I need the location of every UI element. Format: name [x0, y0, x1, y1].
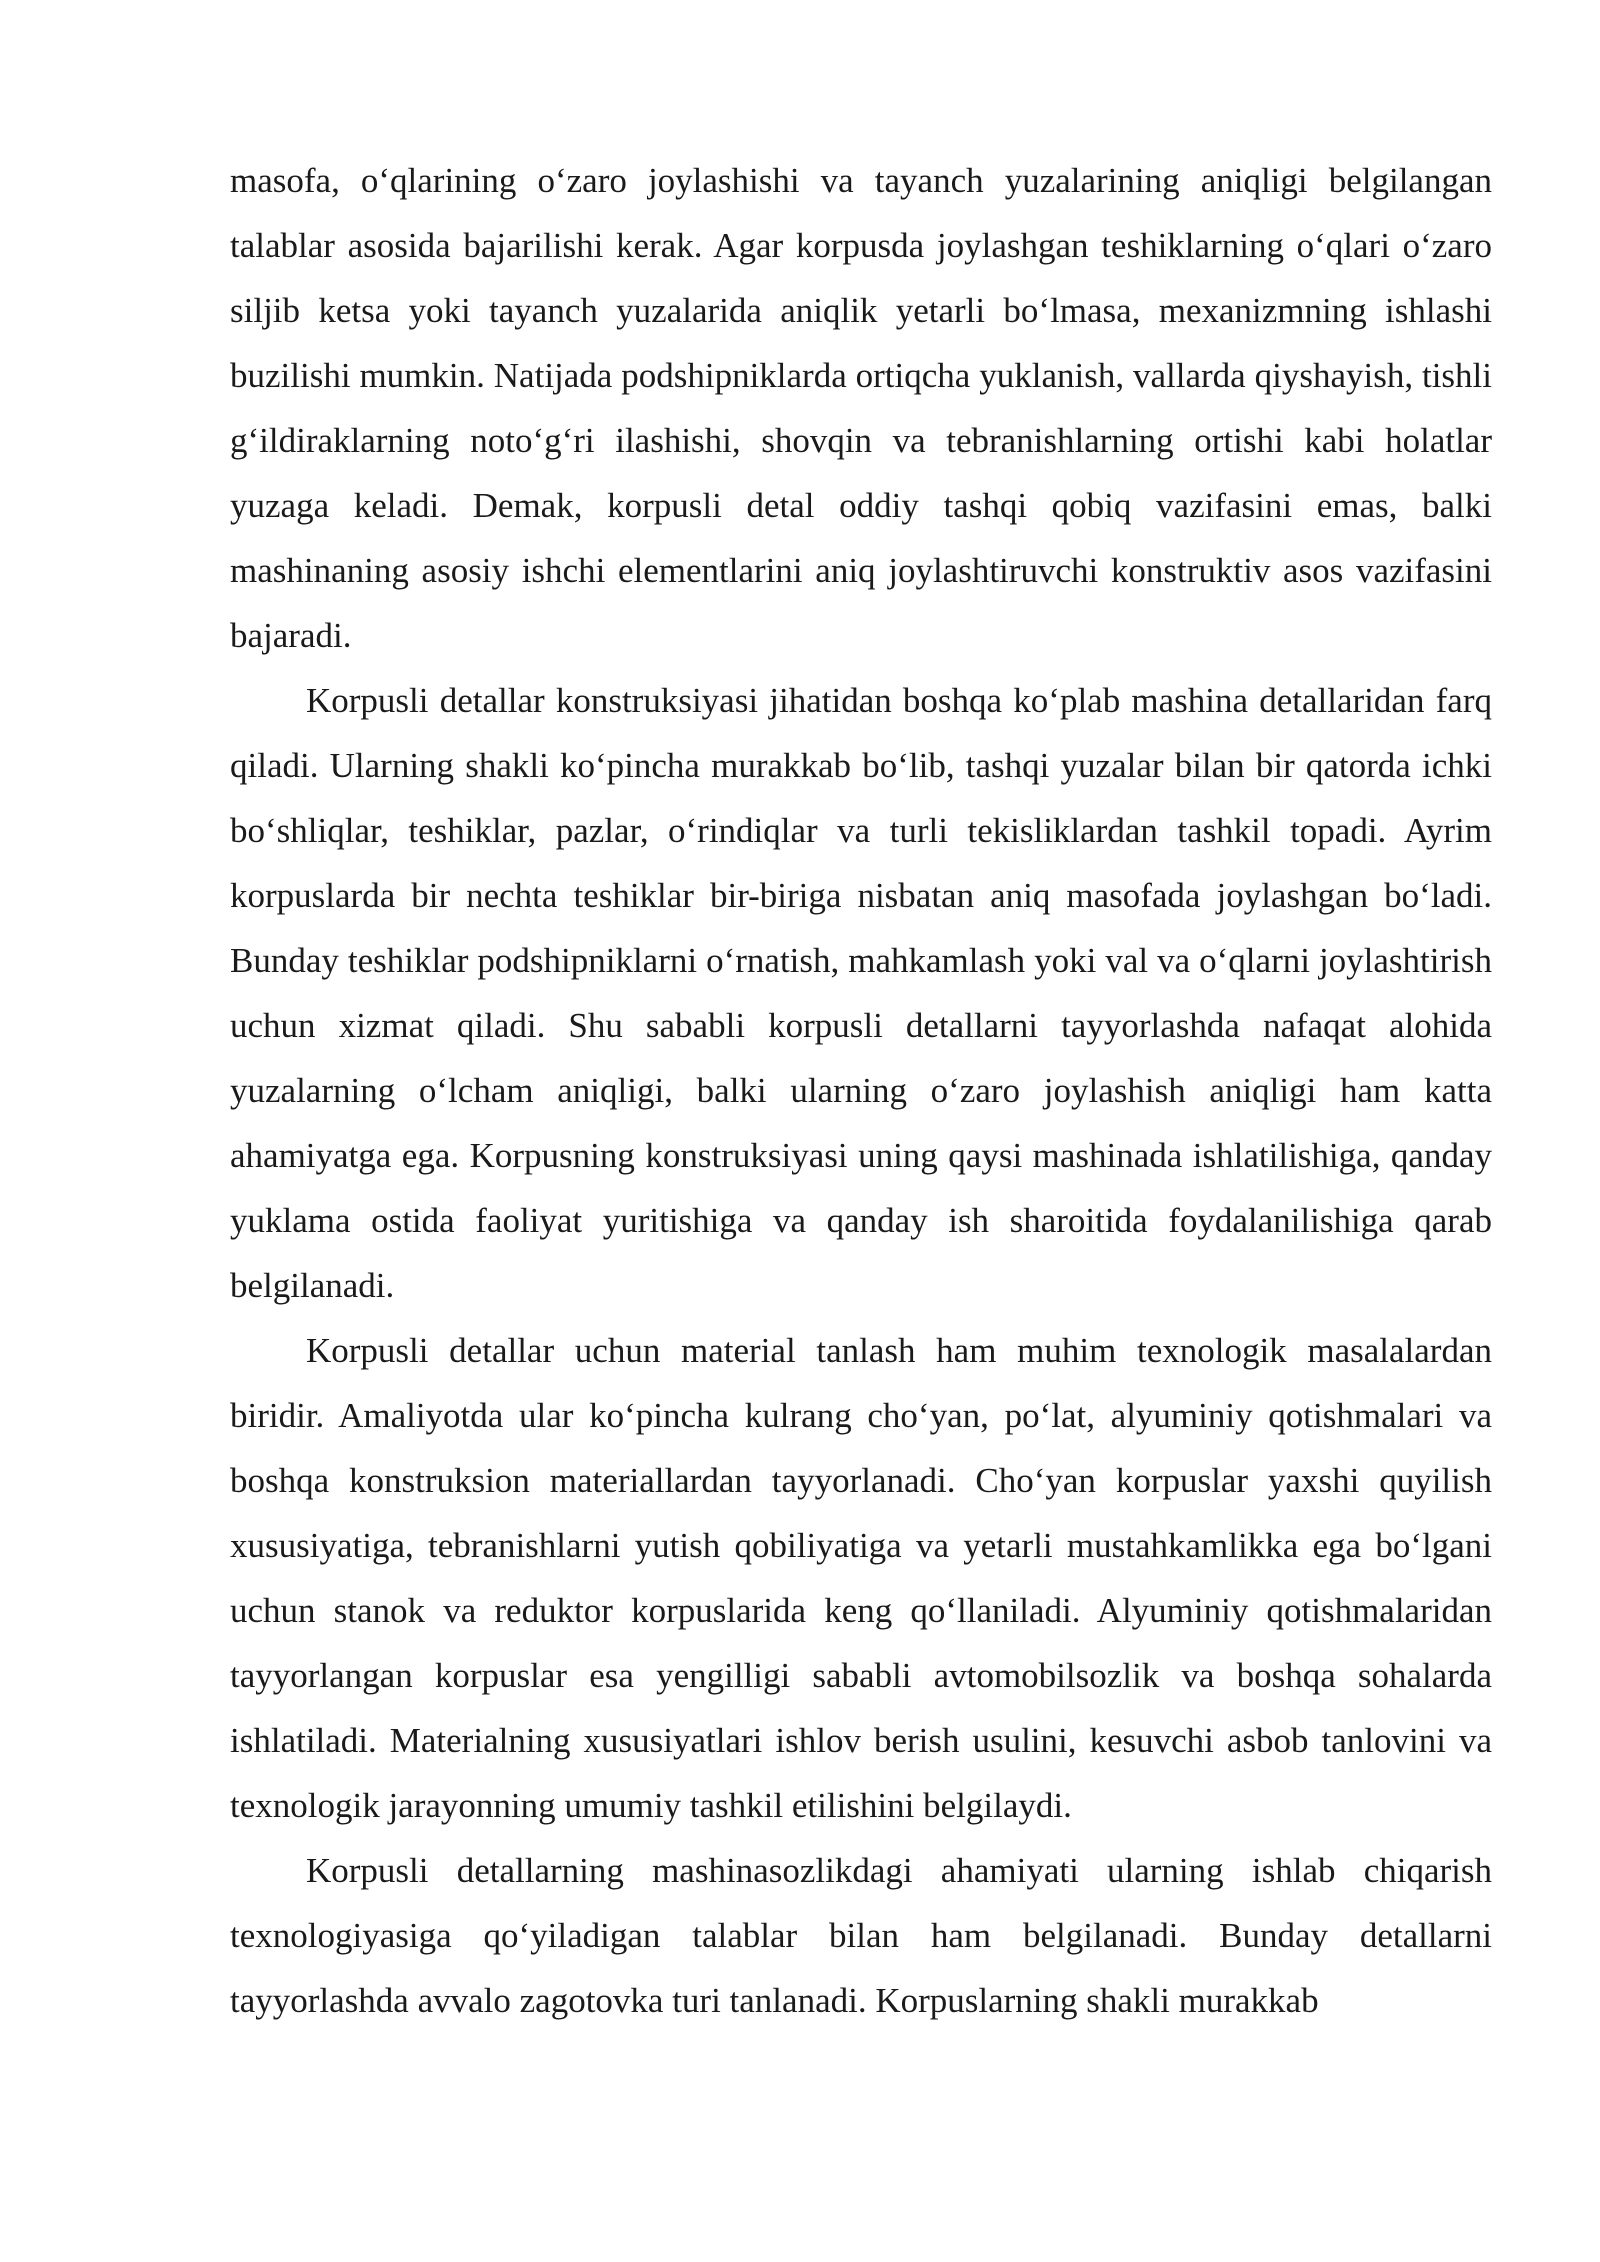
paragraph-2: Korpusli detallar konstruksiyasi jihatidan boshqa ko‘plab mashina detallaridan farq qiladi. Ularning shakli ko‘pincha murakkab bo‘lib, tashqi yuzalar bilan bir qatorda ichki bo‘shliqlar, teshiklar, pazlar, o‘rindiqlar va turli tekisliklardan tashkil topadi. Ayrim korpuslarda bir nechta teshiklar bir-biriga nisbatan aniq masofada joylashgan bo‘ladi. Bunday teshiklar podshipniklarni o‘rnatish, mahkamlash yoki val va o‘qlarni joylashtirish uchun xizmat qiladi. Shu sababli korpusli detallarni tayyorlashda nafaqat alohida yuzalarning o‘lcham aniqligi, balki ularning o‘zaro joylashish aniqligi ham katta ahamiyatga ega. Korpusning konstruksiyasi uning qaysi mashinada ishlatilishiga, qanday yuklama ostida faoliyat yuritishiga va qanday ish sharoitida foydalanilishiga qarab belgilanadi. — [230, 681, 1492, 1305]
paragraph-3: Korpusli detallar uchun material tanlash ham muhim texnologik masalalardan biridir. Amaliyotda ular ko‘pincha kulrang cho‘yan, po‘lat, alyuminiy qotishmalari va boshqa konstruksion materiallardan tayyorlanadi. Cho‘yan korpuslar yaxshi quyilish xususiyatiga, tebranishlarni yutish qobiliyatiga va yetarli mustahkamlikka ega bo‘lgani uchun stanok va reduktor korpuslarida keng qo‘llaniladi. Alyuminiy qotishmalaridan tayyorlangan korpuslar esa yengilligi sababli avtomobilsozlik va boshqa sohalarda ishlatiladi. Materialning xususiyatlari ishlov berish usulini, kesuvchi asbob tanlovini va texnologik jarayonning umumiy tashkil etilishini belgilaydi. — [230, 1331, 1492, 1825]
paragraph-1: masofa, o‘qlarining o‘zaro joylashishi va tayanch yuzalarining aniqligi belgilangan talablar asosida bajarilishi kerak. Agar korpusda joylashgan teshiklarning o‘qlari o‘zaro siljib ketsa yoki tayanch yuzalarida aniqlik yetarli bo‘lmasa, mexanizmning ishlashi buzilishi mumkin. Natijada podshipniklarda ortiqcha yuklanish, vallarda qiyshayish, tishli g‘ildiraklarning noto‘g‘ri ilashishi, shovqin va tebranishlarning ortishi kabi holatlar yuzaga keladi. Demak, korpusli detal oddiy tashqi qobiq vazifasini emas, balki mashinaning asosiy ishchi elementlarini aniq joylashtiruvchi konstruktiv asos vazifasini bajaradi. — [230, 161, 1492, 655]
document-page — [230, 148, 1492, 2033]
paragraph-4: Korpusli detallarning mashinasozlikdagi ahamiyati ularning ishlab chiqarish texnologiyasiga qo‘yiladigan talablar bilan ham belgilanadi. Bunday detallarni tayyorlashda avvalo zagotovka turi tanlanadi. Korpuslarning shakli murakkab — [230, 1851, 1492, 2020]
